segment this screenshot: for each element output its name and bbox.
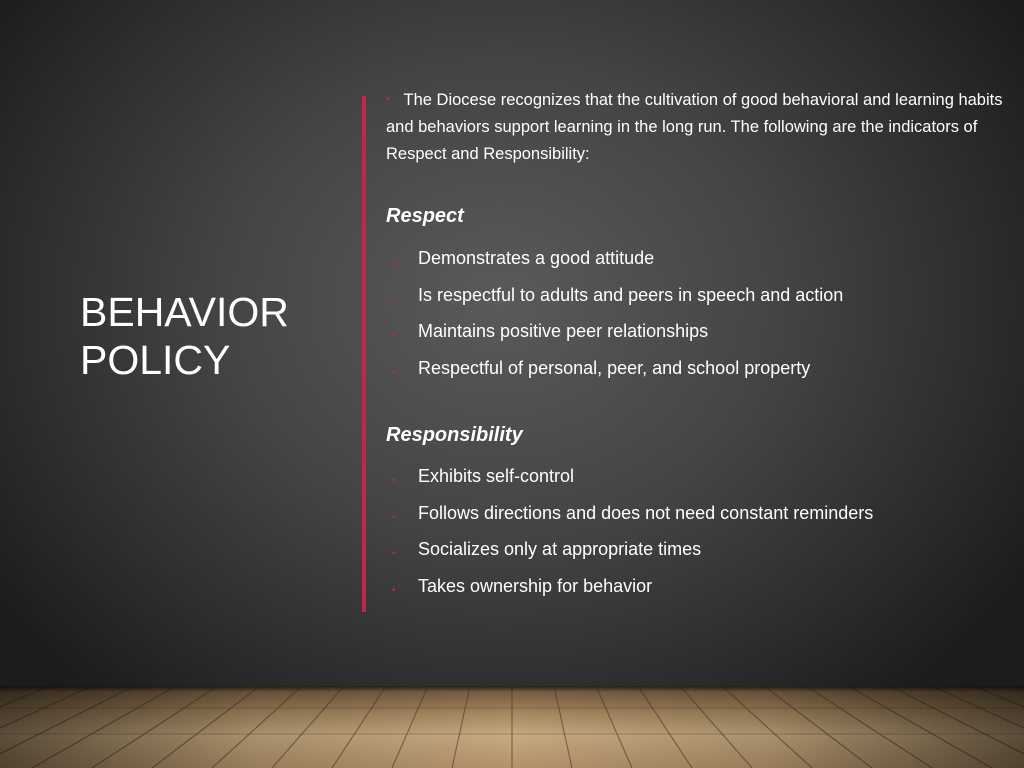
list-item-text: Exhibits self-control	[418, 466, 575, 486]
bullet-icon: •	[392, 548, 396, 560]
slide-content	[386, 86, 1011, 597]
wood-floor	[0, 686, 1024, 768]
bullet-icon: •	[386, 94, 390, 105]
respect-heading: Respect	[386, 205, 464, 227]
list-item-text: Maintains positive peer relationships	[418, 321, 709, 342]
slide-title-line-2: POLICY	[80, 337, 231, 383]
list-item	[386, 466, 873, 503]
slide-title-line-1: BEHAVIOR	[80, 289, 289, 335]
list-item-text: Follows directions and does not need constant reminders	[418, 502, 874, 523]
floor-vignette	[0, 686, 1024, 768]
slide-title	[80, 288, 330, 384]
respect-list	[386, 248, 843, 395]
accent-divider	[362, 96, 366, 612]
list-item	[386, 576, 873, 613]
list-item	[386, 285, 843, 322]
intro-paragraph	[386, 86, 1011, 168]
list-item-text: Is respectful to adults and peers in speech and action	[418, 284, 844, 305]
list-item-text: Respectful of personal, peer, and school property	[418, 358, 811, 379]
bullet-icon: •	[392, 585, 396, 597]
bullet-icon: •	[392, 511, 396, 523]
list-item	[386, 321, 843, 358]
intro-text: The Diocese recognizes that the cultivation of good behavioral and learning habits and behaviors support learning in the long run. The following are the indicators of Respect and Responsibility:	[386, 91, 1003, 163]
bullet-icon: •	[386, 389, 389, 395]
responsibility-list	[386, 466, 873, 613]
list-item	[386, 539, 873, 576]
bullet-icon: •	[392, 257, 396, 268]
bullet-icon: •	[392, 475, 396, 486]
floor-edge	[0, 686, 1024, 692]
list-item-text: Socializes only at appropriate times	[418, 539, 702, 560]
bullet-icon: •	[392, 293, 396, 305]
list-item	[386, 358, 843, 395]
bullet-icon: •	[392, 367, 396, 379]
list-item-text: Takes ownership for behavior	[418, 576, 653, 597]
list-item	[386, 248, 843, 285]
list-item	[386, 503, 873, 540]
bullet-icon: •	[392, 330, 396, 342]
responsibility-heading: Responsibility	[386, 424, 523, 446]
list-item-text: Demonstrates a good attitude	[418, 248, 655, 268]
